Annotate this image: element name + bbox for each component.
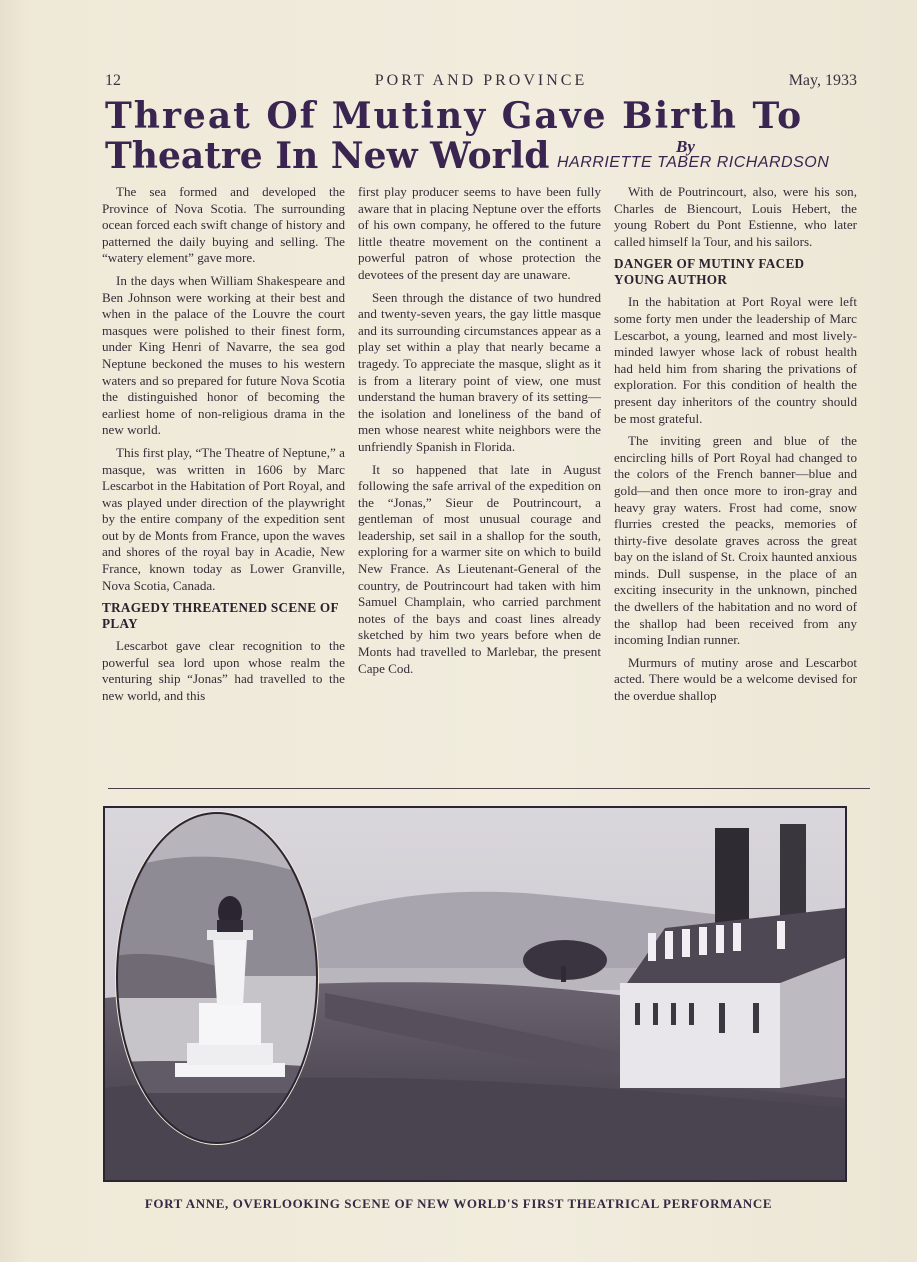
publication-title: PORT AND PROVINCE: [374, 72, 588, 89]
photo-illustration: [105, 808, 845, 1180]
issue-date: May, 1933: [788, 72, 857, 89]
paragraph: This first play, “The Theatre of Neptune,” a masque, was written in 1606 by Marc Lescarbot in the Habitation of Port Royal, and was played under direction of the playwright by the entire company of the expedition sent out by de Monts from France, upon the waves and shores of the royal bay in Acadie, New France, known today as Lower Granville, Nova Scotia, Canada.: [102, 444, 345, 593]
divider-rule: [108, 788, 870, 789]
paragraph: In the days when William Shakespeare and Ben Johnson were working at their best and when in the palace of the Louvre the court masques were polished to their finest form, under King Henri of Navarre, the sea god Neptune beckoned the muses to his western waters and so prepared for future Nova Scotia the distinguished honor of becoming the earliest home of non-religious drama in the new world.: [102, 272, 345, 438]
paragraph: first play producer seems to have been fully aware that in placing Neptune over the efforts of his own company, he offered to the future little theatre movement on the continent a powerful patron of whose protection the devotees of the present day are unaware.: [358, 184, 601, 282]
text-column-1: [102, 184, 345, 779]
running-header: [105, 72, 857, 94]
fort-anne-photograph: [103, 806, 847, 1182]
text-column-2: [358, 184, 601, 779]
section-heading: TRAGEDY THREATENED SCENE OF PLAY: [102, 600, 339, 632]
paragraph: The inviting green and blue of the encircling hills of Port Royal had changed to the colors of the French banner—blue and gold—and then once more to iron-gray and heavy gray waters. Frost had come, snow flurries crested the peacks, memories of thirty-five desolate graves across the great bay on the island of St. Croix haunted anxious minds. Dull suspense, in the place of an exciting insecurity in the unknown, pinched the dwellers of the habitation and no word of the shallop had been received from any incoming Indian runner.: [614, 433, 857, 648]
byline-by: By: [676, 137, 695, 156]
section-heading: DANGER OF MUTINY FACED YOUNG AUTHOR: [614, 256, 805, 288]
page-number: 12: [105, 72, 121, 89]
paragraph: Seen through the distance of two hundred and twenty-seven years, the gay little masque and its surrounding circumstances appear as a play set within a play that nearly became a tragedy. To appreciate the masque, slight as it is from a literary point of view, one must understand the human bravery of its setting—the isolation and loneliness of the band of men whose nearest white neighbors were the unfriendly Spanish in Florida.: [358, 289, 601, 454]
text-column-3: [614, 184, 857, 779]
byline-author: HARRIETTE TABER RICHARDSON: [557, 154, 830, 171]
photo-caption: FORT ANNE, OVERLOOKING SCENE OF NEW WORLD'S FIRST THEATRICAL PERFORMANCE: [144, 1196, 773, 1211]
article-title-line1: Threat Of Mutiny Gave Birth To: [105, 95, 804, 137]
paragraph: It so happened that late in August following the safe arrival of the expedition on the “Jonas,” Sieur de Poutrincourt, a gentleman of most unusual courage and leadership, set sail in a shallop for the south, exploring for a warmer site on which to build New France. As Lieutenant-General of the country, de Poutrincourt had taken with him Samuel Champlain, who carried parchment notes of the bays and coast lines already sketched by him two years before when de Monts had travelled to Marlebar, the present Cape Cod.: [358, 461, 601, 676]
paragraph: Lescarbot gave clear recognition to the powerful sea lord upon whose realm the venturing ship “Jonas” had travelled to the new world, and this: [102, 638, 345, 704]
paragraph: The sea formed and developed the Province of Nova Scotia. The surrounding ocean forced each swift change of history and patterned the daily buying and selling. The “watery element” gave more.: [102, 184, 345, 266]
article-title-line2: Theatre In New World: [105, 135, 550, 177]
paragraph: Murmurs of mutiny arose and Lescarbot acted. There would be a welcome devised for the overdue shallop: [614, 654, 857, 704]
paragraph: In the habitation at Port Royal were left some forty men under the leadership of Marc Lescarbot, a young, learned and most lively-minded lawyer whose lack of robust health had held him from sharing the privations of exploration. For this condition of health the present day inheritors of the country should be most grateful.: [614, 294, 857, 426]
paragraph: With de Poutrincourt, also, were his son, Charles de Biencourt, Louis Hebert, the young Robert du Pont Estienne, who later called himself la Tour, and his sailors.: [614, 184, 857, 249]
